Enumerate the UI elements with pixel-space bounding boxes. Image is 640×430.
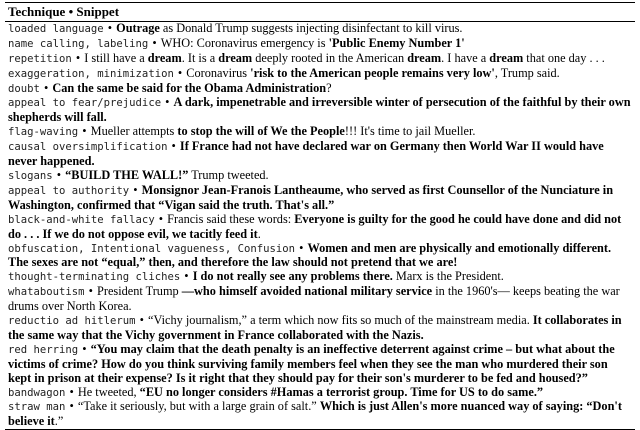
snippet-highlight: “You may claim that the death penalty is an ineffective deterrent against crime – but what about the victims of crime? How do you think surviving family members feel when they see the man who murdered their son kept in prison at their expense? Is it right that they should pay for their son's murderer to be fed and housed?”: [8, 341, 615, 385]
snippet-text: .”: [54, 414, 64, 429]
snippet-text: Trump tweeted.: [188, 167, 269, 182]
table-body: [5, 22, 635, 429]
table-row: [5, 37, 635, 52]
technique-name: bandwagon: [8, 386, 66, 399]
bullet-separator: •: [79, 124, 90, 139]
table-row: [5, 96, 635, 125]
table-row: [5, 52, 635, 67]
table-row: [5, 82, 635, 97]
bullet-separator: •: [40, 80, 52, 95]
bullet-separator: •: [72, 50, 84, 65]
snippet-text: as Donald Trump suggests injecting disinfectant to kill virus.: [159, 20, 463, 35]
table-row: [5, 169, 635, 184]
snippet-highlight: 'Public Enemy Number 1': [328, 35, 465, 50]
snippet-highlight: dream: [489, 50, 524, 65]
snippet-text: Coronavirus: [186, 65, 251, 80]
bullet-separator: •: [174, 65, 186, 80]
snippet-text: Mueller attempts: [90, 124, 178, 139]
technique-name: appeal to fear/prejudice: [8, 97, 162, 110]
snippet-highlight: “EU no longer considers #Hamas a terrorist group. Time for US to do same.”: [139, 384, 544, 399]
snippet-highlight: dream: [407, 50, 442, 65]
snippet-text: . I have a: [441, 50, 490, 65]
snippet-text: that one day . . .: [523, 50, 605, 65]
technique-name: name calling, labeling: [8, 37, 149, 50]
technique-name: whataboutism: [8, 286, 85, 299]
snippet-text: “Take it seriously, but with a large grain of salt.”: [77, 399, 320, 414]
snippet-highlight: If France had not have declared war on Germany then World War II would have never happened.: [8, 139, 604, 169]
table-row: [5, 343, 635, 386]
technique-name: reductio ad hitlerum: [8, 315, 136, 328]
technique-name: causal oversimplification: [8, 141, 168, 154]
table-row: [5, 213, 635, 242]
technique-name: red herring: [8, 343, 79, 356]
bullet-separator: •: [66, 399, 77, 414]
snippet-highlight: 'risk to the American people remains very low': [250, 65, 495, 80]
technique-name: doubt: [8, 82, 40, 95]
table-row: [5, 184, 635, 213]
technique-name: thought-terminating cliches: [8, 271, 181, 284]
table-row: [5, 140, 635, 169]
bullet-separator: •: [168, 139, 179, 154]
snippet-text: “Vichy journalism,” a term which now fits so much of the mainstream media.: [148, 313, 533, 328]
table-row: [5, 67, 635, 82]
bullet-separator: •: [66, 384, 77, 399]
snippet-text: WHO: Coronavirus emergency is: [160, 35, 329, 50]
snippet-text: President Trump: [97, 284, 182, 299]
snippet-highlight: I do not really see any problems there.: [192, 269, 393, 284]
header-snippet: Snippet: [76, 4, 120, 19]
table-row: [5, 386, 635, 401]
snippet-text: Marx is the President.: [392, 269, 504, 284]
snippet-highlight: dream: [218, 50, 253, 65]
header-technique: Technique: [8, 4, 66, 19]
bullet-separator: •: [104, 20, 116, 35]
snippet-highlight: Everyone is guilty for the good he could have done and did not do . . . If we do not oppose evil, we tacitly feed it: [8, 211, 622, 241]
snippet-text: Francis said these words:: [167, 211, 295, 226]
table-row: [5, 270, 635, 285]
table-row: [5, 125, 635, 140]
bullet-separator: •: [296, 240, 307, 255]
technique-name: exaggeration, minimization: [8, 67, 174, 80]
table-header: [5, 3, 635, 22]
snippet-highlight: Women and men are physically and emotionally different. The sexes are not “equal,” then, and therefore the law should not pretend that we are!: [8, 240, 612, 270]
technique-snippet-table: [5, 2, 635, 430]
snippet-text: ?: [326, 80, 332, 95]
table-row: [5, 242, 635, 271]
snippet-highlight: Which is just Allen's more nuanced way of saying: “Don't believe it: [8, 399, 622, 429]
technique-name: repetition: [8, 52, 72, 65]
bullet-separator: •: [136, 313, 148, 328]
bullet-separator: •: [53, 167, 65, 182]
snippet-highlight: “BUILD THE WALL!”: [65, 167, 189, 182]
snippet-text: deeply rooted in the American: [252, 50, 408, 65]
snippet-highlight: Monsignor Jean-Franois Lantheaume, who served as first Counsellor of the Nunciature in Washington, confirmed that “Vigan said the truth. That's all.”: [8, 182, 614, 212]
bullet-separator: •: [181, 269, 192, 284]
technique-name: flag-waving: [8, 126, 79, 139]
technique-name: loaded language: [8, 22, 104, 35]
snippet-text: I still have a: [84, 50, 148, 65]
snippet-highlight: —who himself avoided national military service: [181, 284, 433, 299]
bullet-separator: •: [155, 211, 167, 226]
technique-name: obfuscation, Intentional vagueness, Confusion: [8, 242, 296, 255]
snippet-highlight: to stop the will of We the People: [177, 124, 345, 139]
snippet-text: in the 1960's— keeps beating the war drums over North Korea.: [8, 284, 620, 314]
technique-name: appeal to authority: [8, 184, 130, 197]
snippet-highlight: A dark, impenetrable and irreversible winter of persecution of the faithful by their own shepherds will fall.: [8, 95, 631, 125]
snippet-text: He tweeted,: [77, 384, 140, 399]
table-row: [5, 285, 635, 314]
snippet-highlight: Can the same be said for the Obama Administration: [52, 80, 327, 95]
table-row: [5, 314, 635, 343]
technique-name: slogans: [8, 169, 53, 182]
technique-name: black-and-white fallacy: [8, 213, 155, 226]
header-separator: •: [65, 4, 77, 19]
table-row: [5, 22, 635, 37]
snippet-highlight: dream: [147, 50, 182, 65]
bullet-separator: •: [130, 182, 141, 197]
snippet-highlight: Outrage: [116, 20, 160, 35]
bullet-separator: •: [85, 284, 97, 299]
bullet-separator: •: [149, 35, 160, 50]
snippet-text: !!! It's time to jail Mueller.: [344, 124, 476, 139]
snippet-text: . It is a: [181, 50, 219, 65]
bullet-separator: •: [162, 95, 173, 110]
bullet-separator: •: [79, 341, 90, 356]
snippet-highlight: It collaborates in the same way that the Vichy government in France collaborated with the Nazis.: [8, 313, 622, 342]
snippet-text: , Trump said.: [494, 65, 560, 80]
technique-name: straw man: [8, 401, 66, 414]
snippet-text: .: [257, 226, 261, 241]
